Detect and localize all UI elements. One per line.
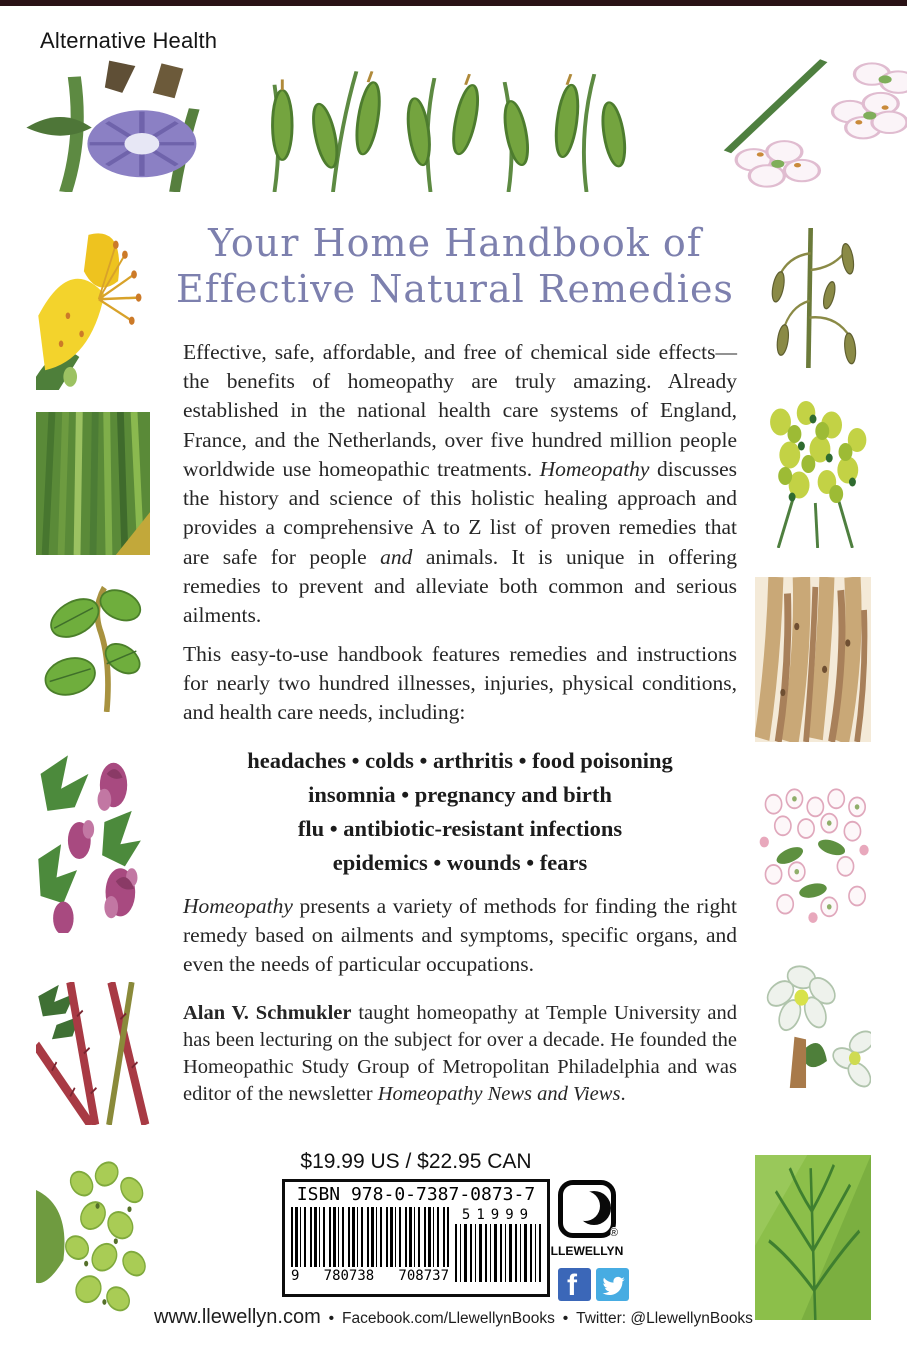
title-line-2: Effective Natural Remedies bbox=[176, 267, 734, 312]
bullet-line: epidemics • wounds • fears bbox=[332, 850, 588, 875]
seed-pods-illustration bbox=[255, 58, 645, 192]
author-name: Alan V. Schmukler bbox=[183, 1002, 352, 1024]
footer-separator: • bbox=[562, 1310, 569, 1327]
green-leaf-illustration bbox=[755, 1155, 871, 1320]
bullet-line: flu • antibiotic-resistant infections bbox=[297, 816, 623, 841]
purple-flowers-illustration bbox=[36, 748, 150, 933]
footer-links bbox=[0, 1306, 907, 1329]
paragraph-text: presents a variety of methods for finding the right remedy based on ailments and symptoms, specific organs, and even the needs of particular occupations. bbox=[183, 894, 737, 977]
llewellyn-logo bbox=[558, 1180, 616, 1238]
paragraph-text: animals. It is unique in offering remedies to prevent and alleviate both common and serious ailments. bbox=[183, 544, 737, 628]
paragraph-text: discusses the history and science of this holistic healing approach and provides a comprehensive A to Z list of proven remedies that are safe for people bbox=[183, 456, 737, 569]
registered-trademark-symbol: ® bbox=[609, 1227, 618, 1239]
book-title-italic: Homeopathy bbox=[539, 456, 650, 481]
bio-text: taught homeopathy at Temple University and has been lecturing on the subject for over a decade. He founded the Homeopathic Study Group of Metropolitan Philadelphia and was editor of the newsletter bbox=[183, 1002, 738, 1106]
twitter-icon bbox=[596, 1268, 629, 1301]
footer-separator: • bbox=[328, 1310, 335, 1327]
ean-digit-group: 708737 bbox=[398, 1268, 449, 1284]
ean-barcode-bars bbox=[291, 1207, 449, 1267]
spurge-flowers-illustration bbox=[755, 398, 871, 548]
ean-digit-lead: 9 bbox=[291, 1268, 300, 1284]
price-label: $19.99 US / $22.95 CAN bbox=[300, 1150, 532, 1173]
crescent-moon-icon bbox=[577, 1191, 611, 1225]
bullet-line: insomnia • pregnancy and birth bbox=[308, 782, 612, 807]
newsletter-title-italic: Homeopathy News and Views bbox=[377, 1083, 621, 1106]
supplement-barcode-bars bbox=[455, 1224, 541, 1282]
title-line-1: Your Home Handbook of bbox=[208, 221, 702, 265]
isbn-label: ISBN 978-0-7387-0873-7 bbox=[296, 1184, 536, 1205]
barcode-box bbox=[282, 1179, 550, 1297]
ailments-bullet-list bbox=[183, 744, 737, 880]
methods-paragraph bbox=[183, 892, 737, 980]
ean-barcode bbox=[291, 1207, 449, 1284]
ginseng-roots-illustration bbox=[755, 577, 871, 742]
intro-paragraph bbox=[183, 338, 737, 630]
category-label: Alternative Health bbox=[40, 28, 218, 53]
leafy-stem-illustration bbox=[36, 585, 150, 712]
ean-digit-group: 780738 bbox=[323, 1268, 375, 1284]
barcode-bars-row bbox=[291, 1207, 541, 1284]
bio-text: . bbox=[620, 1083, 626, 1106]
white-rosette-flowers-illustration bbox=[755, 953, 871, 1088]
supplement-digits: 51999 bbox=[461, 1207, 535, 1223]
features-paragraph: This easy-to-use handbook features remedies and instructions for nearly two hundred illnesses, injuries, physical conditions, and health care needs, including: bbox=[183, 642, 737, 725]
yellow-flower-illustration bbox=[36, 225, 150, 390]
ean-digits bbox=[291, 1268, 449, 1284]
scan-top-edge bbox=[0, 0, 907, 6]
chicory-flower-illustration bbox=[22, 58, 240, 192]
white-flower-cluster-illustration bbox=[688, 58, 907, 192]
paragraph-text: Effective, safe, affordable, and free of chemical side effects—the benefits of homeopathy are truly amazing. Already established in the national health care systems of England, France, and the Netherlands, over five hundred million people worldwide use homeopathic treatments. bbox=[183, 340, 737, 481]
book-title-italic: Homeopathy bbox=[183, 894, 293, 918]
red-stems-illustration bbox=[36, 982, 150, 1125]
author-bio bbox=[183, 1000, 737, 1108]
grass-blades-illustration bbox=[36, 412, 150, 555]
supplement-barcode bbox=[455, 1207, 541, 1284]
bullet-line: headaches • colds • arthritis • food poisoning bbox=[247, 748, 673, 773]
facebook-url: Facebook.com/LlewellynBooks bbox=[342, 1310, 555, 1327]
wild-oat-seed-heads-illustration bbox=[755, 228, 871, 368]
publisher-name: LLEWELLYN bbox=[550, 1246, 624, 1258]
website-url: www.llewellyn.com bbox=[154, 1306, 321, 1328]
twitter-handle: Twitter: @LlewellynBooks bbox=[576, 1310, 753, 1327]
valerian-flowers-illustration bbox=[755, 788, 871, 923]
page-title bbox=[145, 220, 765, 313]
green-buds-illustration bbox=[36, 1158, 150, 1318]
facebook-icon: f bbox=[558, 1268, 591, 1301]
emphasis-italic: and bbox=[380, 544, 413, 569]
